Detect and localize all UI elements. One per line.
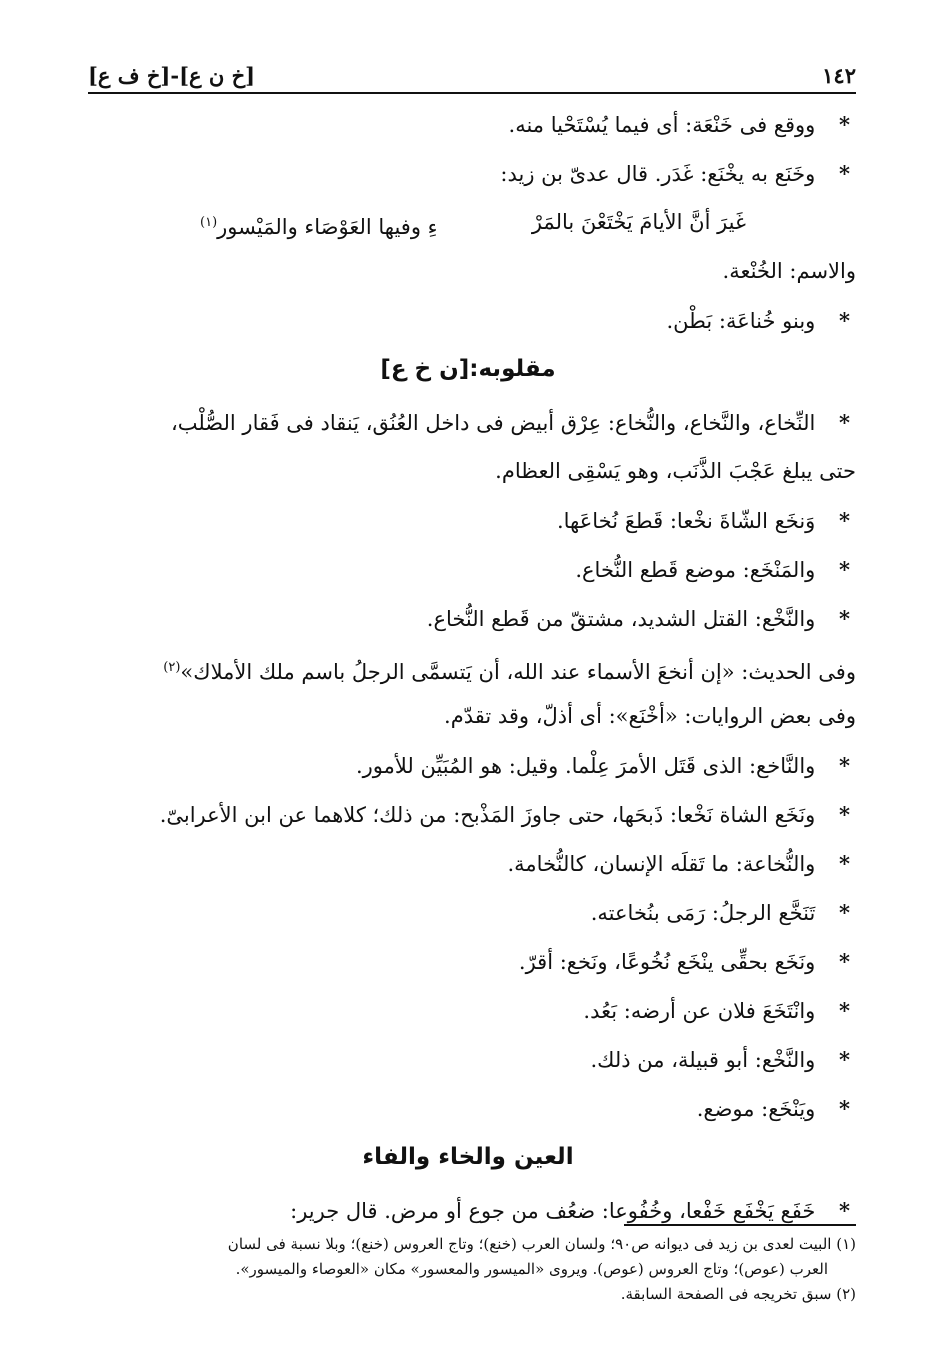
entry-text: النِّخاع، والنَّخاع، والنُّخاع: عِرْق أبيض فى داخل العُنُق، يَنقاد فى فَقار الصُّلْب، [170,411,816,435]
entry-line [80,839,856,888]
footnote-ref: (٢) [163,660,181,675]
entry-text: والنَّخْع: القتل الشديد، مشتقّ من قَطع النُّخاع. [426,607,816,631]
running-title: [خ ن ع]-[خ ف ع] [88,63,256,88]
entry-text: وخَنَع به يخْنَع: غَدَر. قال عدىّ بن زيد: [500,162,816,186]
entry-text: ويَنْخَع: موضع. [696,1097,816,1121]
entry-text: ونَخَع الشاة نَخْعا: ذَبحَها، حتى جاوزَ المَذْبح: من ذلك؛ كلاهما عن ابن الأعرابىّ. [159,803,816,827]
entry-text: والنُّخاعة: ما تَقلَه الإنسان، كالنُّخامة. [507,852,816,876]
hadith-text: وفى الحديث: «إن أنخعَ الأسماء عند الله، أن يَتسمَّى الرجلُ باسم ملك الأملاك» [180,660,856,684]
entry-line [80,888,856,937]
bullet-star: * [839,802,850,827]
entry-text: والاسم: الخُنْعة. [722,259,856,283]
entry-text: ووقع فى خَنْعَة: أى فيما يُسْتَحْيا منه. [508,113,816,137]
footnote-2: (٢) سبق تخريجه فى الصفحة السابقة. [620,1285,856,1303]
entry-line [80,100,856,149]
entry-text: والنَّخْع: أبو قبيلة، من ذلك. [590,1048,816,1072]
bullet-star: * [839,753,850,778]
entry-line [80,594,856,643]
bullet-star: * [839,112,850,137]
poetry-verse [80,198,856,247]
entry-line [80,149,856,198]
entry-line [80,741,856,790]
bullet-star: * [839,410,850,435]
bullet-star: * [839,308,850,333]
entry-text: والمَنْخَع: موضع قَطع النُّخاع. [575,558,816,582]
bullet-star: * [839,606,850,631]
riwayat-line: وفى بعض الروايات: «أخْنَع»: أى أذلّ، وقد تقدّم. [444,704,856,728]
entry-text: وانْتَخَعَ فلان عن أرضه: بَعُد. [583,999,816,1023]
bullet-star: * [839,1096,850,1121]
hadith-line [80,643,856,692]
entry-text: وبنو خُناعَة: بَطْن. [666,309,816,333]
entry-line [80,986,856,1035]
entry-text: تَنَخَّع الرجلُ: رَمَى بنُخاعته. [590,901,816,925]
entry-line [80,247,856,296]
entry-line [80,296,856,345]
entry-line [80,496,856,545]
footnote-1: (١) البيت لعدى بن زيد فى ديوانه ص٩٠؛ ولسان العرب (خنع)؛ وتاج العروس (خنع)؛ وبلا نسبة فى لسان [227,1235,856,1253]
entry-line [80,790,856,839]
entry-text: والنَّاخع: الذى قَتَل الأمرَ عِلْما. وقيل: هو المُبَيِّن للأمور. [355,754,816,778]
entry-line [80,398,856,447]
entry-text: ونَخَع بحقِّى ينْخَع نُخُوعًا، ونَخع: أقرّ. [518,950,816,974]
bullet-star: * [839,851,850,876]
entry-continuation: حتى يبلغ عَجْبَ الذَّنَب، وهو يَسْقِى العظام. [495,459,856,483]
bullet-star: * [839,508,850,533]
verse-hemistich-2 [200,198,438,247]
page-number: ١٤٢ [822,63,856,88]
bullet-star: * [839,1047,850,1072]
footnote-ref: (١) [200,215,218,230]
entry-text: وَنخَع الشّاةَ نخْعا: قَطعَ نُخاعَها. [556,509,816,533]
verse-hemistich-1: غَيرَ أنَّ الأيامَ يَخْتَعْنَ بالمَرْ [531,210,746,234]
bullet-star: * [839,557,850,582]
bullet-star: * [839,161,850,186]
bullet-star: * [839,998,850,1023]
entry-text: خَفَع يَخْفَع خَفْعا، وخُفُوعا: ضعُف من جوع أو مرض. قال جرير: [290,1199,816,1223]
body-text [80,100,856,1235]
entry-line [80,1084,856,1133]
entry-line [80,545,856,594]
footnote-divider [624,1224,856,1226]
entry-line [80,937,856,986]
entry-line [80,1186,856,1235]
entry-line [80,1035,856,1084]
bullet-star: * [839,949,850,974]
page-header [88,48,856,94]
footnote-1-continuation: العرب (عوص)؛ وتاج العروس (عوص). ويروى «الميسور والمعسور» مكان «العوصاء والميسور». [235,1260,828,1278]
bullet-star: * [839,1198,850,1223]
section-title: العين والخاء والفاء [362,1144,574,1170]
verse-hemistich-2-text: ءِ وفيها العَوْصَاء والمَيْسور [217,215,438,239]
footnotes [84,1232,856,1307]
bullet-star: * [839,900,850,925]
section-title: مقلوبه:[ن خ ع] [380,356,556,382]
